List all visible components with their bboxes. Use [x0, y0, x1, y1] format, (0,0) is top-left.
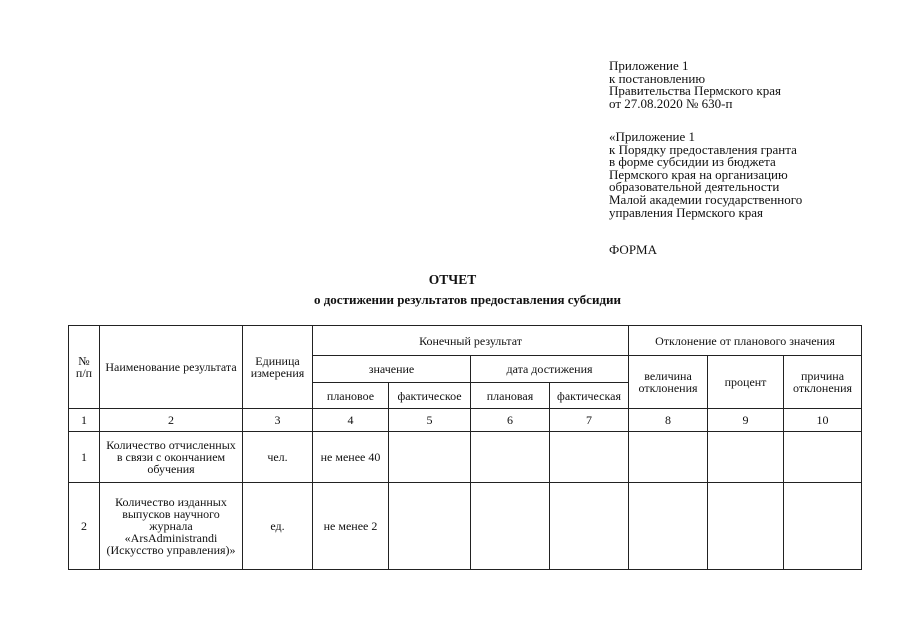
- header-planned-date: плановая: [471, 383, 550, 409]
- header-result-name: Наименование результата: [100, 326, 243, 409]
- row-percent: [708, 432, 784, 483]
- header-reason: причина отклонения: [784, 356, 862, 409]
- row-result-name: Количество отчисленных в связи с окончанием обучения: [100, 432, 243, 483]
- row-unit: ед.: [243, 483, 313, 570]
- row-actual-value: [389, 483, 471, 570]
- document-title: ОТЧЕТ: [428, 272, 477, 287]
- table-row: [69, 483, 862, 570]
- row-planned-date: [471, 483, 550, 570]
- header-actual: фактическое: [389, 383, 471, 409]
- appendix-order-line: Пермского края на организацию: [609, 166, 788, 182]
- table-row: [69, 432, 862, 483]
- document-subtitle: о достижении результатов предоставления субсидии: [313, 292, 622, 307]
- header-date: дата достижения: [471, 356, 629, 383]
- header-final-result: Конечный результат: [313, 326, 629, 356]
- column-number: 9: [708, 409, 784, 432]
- row-reason: [784, 432, 862, 483]
- appendix-order-line: к Порядку предоставления гранта: [609, 141, 797, 157]
- column-number: 10: [784, 409, 862, 432]
- column-number: 5: [389, 409, 471, 432]
- row-actual-date: [550, 432, 629, 483]
- header-actual-date: фактическая: [550, 383, 629, 409]
- header-percent: процент: [708, 356, 784, 409]
- row-percent: [708, 483, 784, 570]
- header-deviation-amount: величина отклонения: [629, 356, 708, 409]
- column-number: 6: [471, 409, 550, 432]
- appendix-line: Правительства Пермского края: [609, 83, 781, 99]
- appendix-order-line: Малой академии государственного: [609, 191, 803, 207]
- appendix-order-line: «Приложение 1: [609, 129, 696, 144]
- column-number: 8: [629, 409, 708, 432]
- header-value: значение: [313, 356, 471, 383]
- column-number: 7: [550, 409, 629, 432]
- appendix-block: [609, 60, 781, 110]
- row-planned-date: [471, 432, 550, 483]
- appendix-order-line: в форме субсидии из бюджета: [609, 154, 776, 170]
- header-num: № п/п: [69, 326, 100, 409]
- row-reason: [784, 483, 862, 570]
- appendix-order-block: [609, 131, 802, 219]
- row-deviation-amount: [629, 483, 708, 570]
- header-planned: плановое: [313, 383, 389, 409]
- row-actual-value: [389, 432, 471, 483]
- row-planned-value: не менее 2: [313, 483, 389, 570]
- column-number: 3: [243, 409, 313, 432]
- row-actual-date: [550, 483, 629, 570]
- column-number: 4: [313, 409, 389, 432]
- column-number: 2: [100, 409, 243, 432]
- appendix-order-line: образовательной деятельности: [609, 179, 780, 195]
- header-unit: Единица измерения: [243, 326, 313, 409]
- appendix-line: от 27.08.2020 № 630-п: [609, 95, 733, 111]
- form-label: ФОРМА: [609, 242, 657, 257]
- row-planned-value: не менее 40: [313, 432, 389, 483]
- appendix-line: к постановлению: [609, 70, 706, 86]
- row-deviation-amount: [629, 432, 708, 483]
- appendix-order-line: управления Пермского края: [609, 204, 764, 220]
- row-num: 1: [69, 432, 100, 483]
- row-result-name: Количество изданных выпусков научного журнала «ArsAdministrandi (Искусство управления)»: [100, 483, 243, 570]
- column-number: 1: [69, 409, 100, 432]
- row-num: 2: [69, 483, 100, 570]
- appendix-line: Приложение 1: [609, 58, 689, 73]
- header-deviation: Отклонение от планового значения: [629, 326, 862, 356]
- row-unit: чел.: [243, 432, 313, 483]
- report-table: [68, 325, 862, 570]
